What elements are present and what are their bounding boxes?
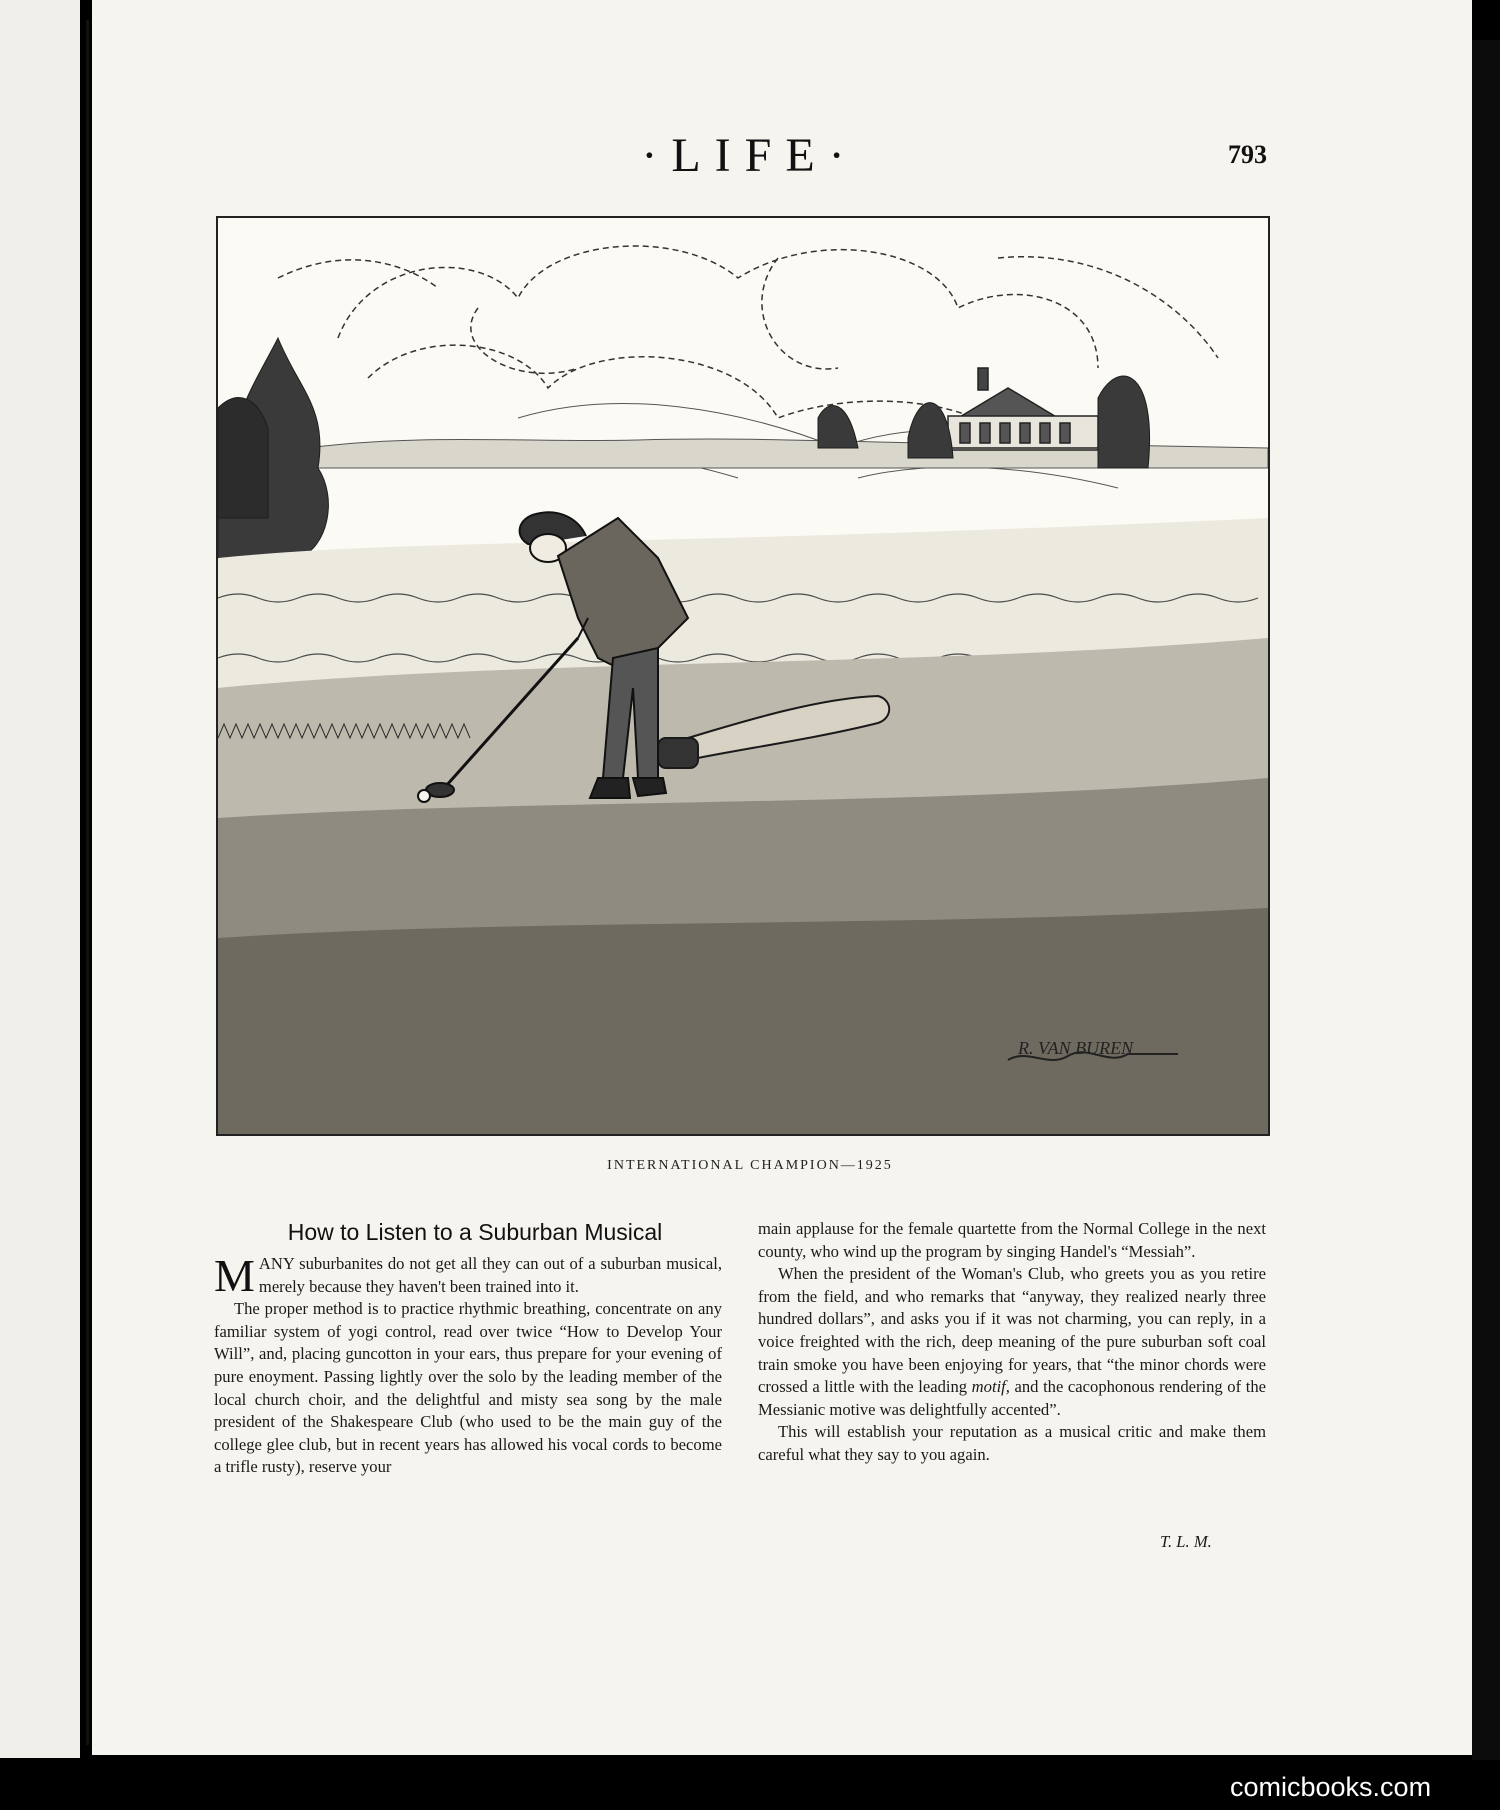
- article-paragraph-text: When the president of the Woman's Club, who greets you as you retire from the field, and who remarks that “anyway, they realized nearly three hundred dollars”, and asks you if it was not charming, you can reply, in a voice freighted with the rich, deep meaning of the pure suburban soft coal train smoke you have been enjoying for years, that “the minor chords were crossed a little with the leading: [758, 1264, 1266, 1397]
- article-column-left: [214, 1250, 722, 1479]
- article-paragraph: main applause for the female quartette from the Normal College in the next county, who wind up the program by singing Handel's “Messiah”.: [758, 1219, 1266, 1261]
- artist-signature: R. VAN BUREN: [1018, 1038, 1134, 1058]
- masthead: ·LIFE·: [641, 129, 859, 182]
- article-paragraph-text: and the cacophonous rendering of the Messianic motive was delightfully accented”.: [758, 1377, 1266, 1419]
- article-paragraph: [758, 1263, 1266, 1421]
- illustration-caption: INTERNATIONAL CHAMPION—1925: [607, 1158, 893, 1173]
- article-paragraph: [214, 1250, 722, 1301]
- page-edge-shadow: [1472, 40, 1500, 1760]
- dropcap: M: [214, 1250, 255, 1301]
- previous-page-edge: [0, 0, 80, 1758]
- watermark: comicbooks.com: [1230, 1772, 1432, 1802]
- author-signature: T. L. M.: [1160, 1532, 1212, 1551]
- golfer-illustration: [216, 216, 1270, 1136]
- article-title: How to Listen to a Suburban Musical: [287, 1219, 663, 1245]
- article-paragraph: This will establish your reputation as a musical critic and make them careful what they say to you again.: [758, 1422, 1266, 1464]
- article-paragraph-text: ANY suburbanites do not get all they can out of a suburban musical, merely because they haven't been trained into it.: [258, 1254, 722, 1296]
- page-number: 793: [1228, 140, 1267, 169]
- article-column-right: [758, 1218, 1266, 1467]
- emphasis-text: motif,: [971, 1377, 1010, 1397]
- article-paragraph: The proper method is to practice rhythmic breathing, concentrate on any familiar system of yogi control, read over twice “How to Develop Your Will”, and, placing guncotton in your ears, thus prepare for your evening of pure enoyment. Passing lightly over the solo by the leading member of the local church choir, and the delightful and misty sea song by the male president of the Shakespeare Club (who used to be the main guy of the college glee club, but in recent years has allowed his vocal cords to become a trifle rusty), reserve your: [214, 1299, 722, 1477]
- binding-line: [86, 20, 89, 1745]
